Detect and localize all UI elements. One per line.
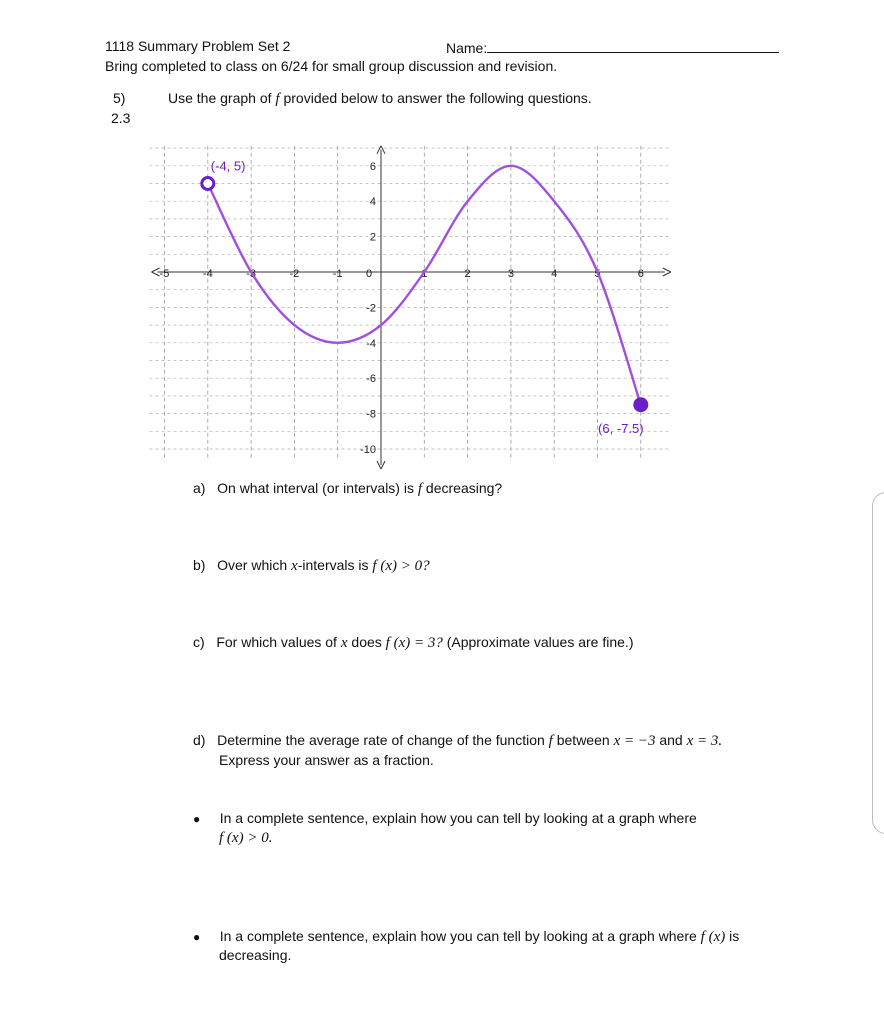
x-tick-label: 2: [464, 268, 471, 280]
y-tick-label: -10: [360, 444, 376, 456]
bullet-2-line2: decreasing.: [219, 947, 292, 963]
question-a: a) On what interval (or intervals) is f decreasing?: [193, 480, 503, 497]
problem-number: 5): [113, 90, 126, 106]
y-tick-label: -4: [366, 337, 376, 350]
bullet-1: ● In a complete sentence, explain how you can tell by looking at a graph where: [193, 810, 697, 826]
x-tick-label: 6: [637, 268, 644, 280]
course-title: 1118 Summary Problem Set 2: [105, 38, 291, 54]
x-tick-label: -1: [332, 268, 343, 280]
bullet-icon: ●: [193, 930, 201, 944]
y-tick-label: 6: [369, 160, 376, 173]
bullet-2: ● In a complete sentence, explain how you can tell by looking at a graph where f (x) is: [193, 928, 740, 945]
name-field: [446, 38, 779, 56]
question-b: b) Over which x-intervals is f (x) > 0?: [193, 557, 430, 574]
y-tick-label: -6: [366, 373, 376, 386]
function-curve-path: [208, 166, 641, 405]
side-panel-tab[interactable]: [872, 492, 884, 834]
x-tick-label: -3: [246, 268, 256, 280]
problem-section: 2.3: [111, 110, 131, 126]
x-tick-label: -4: [202, 268, 213, 280]
grid: [150, 146, 671, 461]
y-tick-label: 4: [369, 196, 376, 209]
x-tick-label: 3: [507, 268, 514, 280]
x-tick-label: 1: [421, 268, 428, 280]
function-graph: [155, 120, 695, 465]
y-tick-label: -8: [366, 408, 376, 421]
function-curve: [208, 166, 641, 405]
x-tick-label: 5: [594, 268, 601, 280]
question-c: c) For which values of x does f (x) = 3? (Approximate values are fine.): [193, 634, 634, 651]
bullet-1-expr: f (x) > 0.: [219, 830, 273, 846]
endpoint-label-right: (6, -7.5): [598, 420, 644, 436]
question-d: d) Determine the average rate of change of the function f between x = −3 and x = 3.: [193, 732, 723, 749]
problem-prompt: Use the graph of f provided below to answer the following questions.: [168, 90, 592, 107]
tick-labels: [159, 158, 644, 456]
x-tick-label: -5: [159, 268, 170, 280]
name-label: Name:: [446, 40, 488, 56]
x-tick-label: 4: [551, 268, 558, 280]
y-tick-label: 2: [369, 231, 376, 244]
name-blank-line: [487, 38, 779, 53]
closed-endpoint: [634, 398, 648, 412]
open-endpoint: [202, 178, 214, 190]
x-tick-label: 0: [365, 268, 373, 280]
question-d-line2: Express your answer as a fraction.: [219, 752, 434, 768]
endpoint-label-left: (-4, 5): [210, 158, 246, 174]
instructions: Bring completed to class on 6/24 for small group discussion and revision.: [105, 58, 558, 74]
bullet-icon: ●: [193, 812, 201, 826]
y-tick-label: -2: [366, 302, 376, 315]
x-tick-label: -2: [289, 268, 300, 280]
